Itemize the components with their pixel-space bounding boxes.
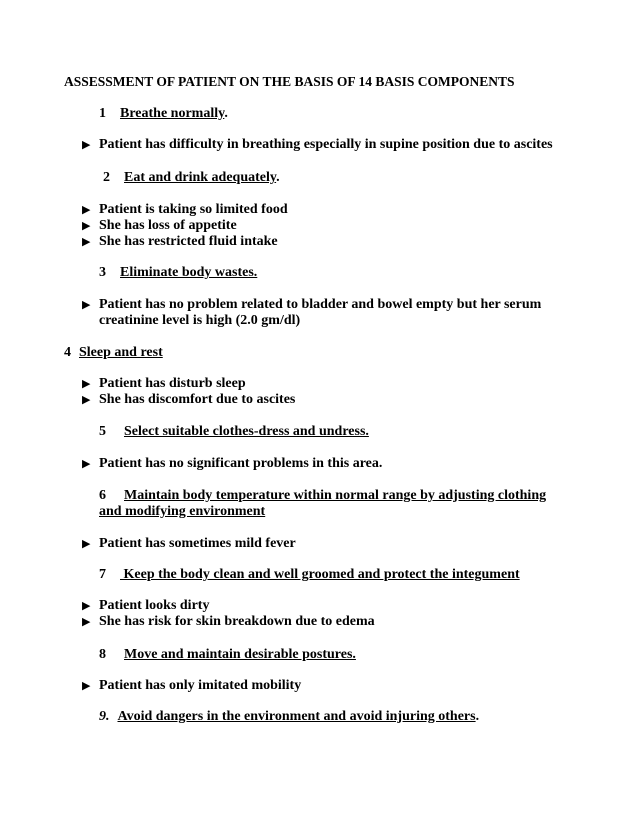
list-item: Patient has no problem related to bladder and bowel empty but her serum <box>99 297 542 312</box>
list-item: Patient looks dirty <box>99 598 210 613</box>
list-item: Patient has difficulty in breathing especially in supine position due to ascites <box>99 137 553 152</box>
bullet-arrow-icon: ▶ <box>82 220 91 232</box>
section-title: Eliminate body wastes. <box>120 265 258 280</box>
section-heading-5 <box>99 424 369 440</box>
bullet-arrow-icon: ▶ <box>82 600 91 612</box>
section-heading-3 <box>99 265 257 281</box>
bullet-arrow-icon: ▶ <box>82 204 91 216</box>
bullet-arrow-icon: ▶ <box>82 139 91 151</box>
list-item: Patient has no significant problems in this area. <box>99 456 383 471</box>
list-item: She has loss of appetite <box>99 218 237 233</box>
list-item: She has discomfort due to ascites <box>99 392 296 407</box>
page-title: ASSESSMENT OF PATIENT ON THE BASIS OF 14 BASIS COMPONENTS <box>64 74 515 89</box>
section-number: 6 <box>99 488 106 503</box>
list-item: Patient has only imitated mobility <box>99 678 302 693</box>
section-title-trail: . <box>224 106 228 121</box>
section-number: 1 <box>99 106 106 121</box>
section-number: 7 <box>99 567 106 582</box>
list-item: Patient has sometimes mild fever <box>99 536 296 551</box>
section-heading-1 <box>99 106 228 122</box>
bullet-arrow-icon: ▶ <box>82 394 91 406</box>
section-number: 5 <box>99 424 106 439</box>
section-title-trail: . <box>276 170 280 185</box>
section-title: Breathe normally <box>120 106 225 121</box>
bullet-arrow-icon: ▶ <box>82 236 91 248</box>
section-title: Maintain body temperature within normal range by adjusting clothing <box>124 488 547 503</box>
bullet-arrow-icon: ▶ <box>82 299 91 311</box>
bullet-arrow-icon: ▶ <box>82 616 91 628</box>
section-heading-8 <box>99 647 356 663</box>
section-title: Move and maintain desirable postures. <box>124 647 356 662</box>
section-title: Avoid dangers in the environment and avoid injuring others <box>117 709 476 724</box>
section-number: 3 <box>99 265 106 280</box>
section-heading-9 <box>99 709 479 725</box>
bullet-arrow-icon: ▶ <box>82 538 91 550</box>
section-title-trail: . <box>475 709 480 724</box>
section-number: 4 <box>64 345 71 360</box>
list-item: Patient has disturb sleep <box>99 376 246 391</box>
section-number: 9. <box>99 709 110 724</box>
section-title: Eat and drink adequately <box>124 170 277 185</box>
section-title: Keep the body clean and well groomed and protect the integument <box>120 567 520 582</box>
list-item-continuation: creatinine level is high (2.0 gm/dl) <box>99 313 301 328</box>
bullet-arrow-icon: ▶ <box>82 378 91 390</box>
section-number: 8 <box>99 647 106 662</box>
section-title: Select suitable clothes-dress and undress. <box>124 424 369 439</box>
bullet-arrow-icon: ▶ <box>82 680 91 692</box>
section-title: Sleep and rest <box>79 345 163 360</box>
section-title-continuation: and modifying environment <box>99 504 266 519</box>
section-heading-4 <box>64 345 163 361</box>
list-item: Patient is taking so limited food <box>99 202 288 217</box>
section-heading-2 <box>103 170 280 186</box>
list-item: She has risk for skin breakdown due to edema <box>99 614 375 629</box>
list-item: She has restricted fluid intake <box>99 234 278 249</box>
section-heading-7 <box>99 567 520 583</box>
bullet-arrow-icon: ▶ <box>82 458 91 470</box>
section-number: 2 <box>103 170 110 185</box>
section-heading-6 <box>99 488 546 504</box>
